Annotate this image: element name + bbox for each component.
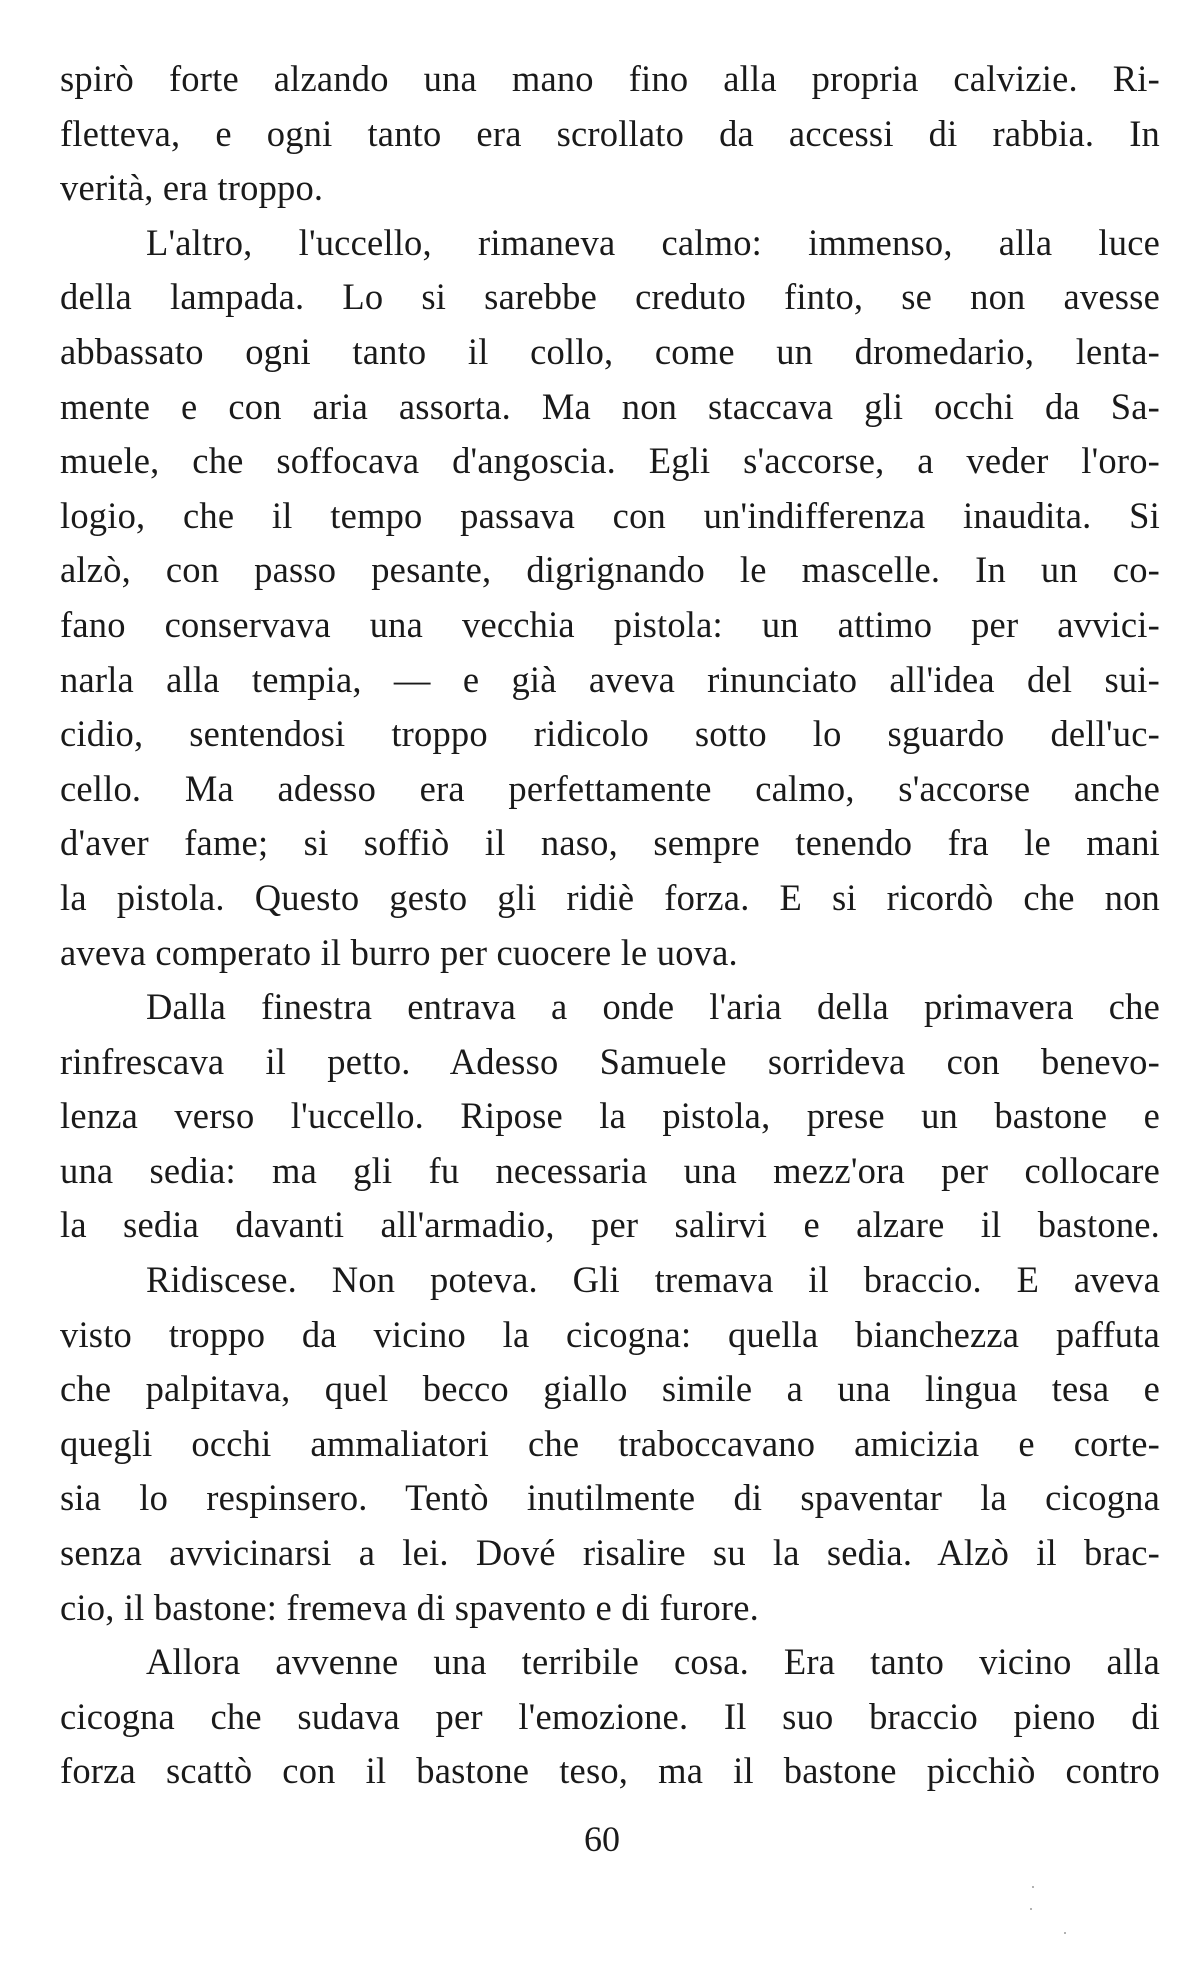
text-line: che palpitava, quel becco giallo simile a una lingua tesa e bbox=[60, 1368, 1160, 1410]
paragraph-start-line: Dalla finestra entrava a onde l'aria della primavera che bbox=[146, 986, 1160, 1028]
text-line: lenza verso l'uccello. Ripose la pistola, prese un bastone e bbox=[60, 1095, 1160, 1137]
text-line: cicogna che sudava per l'emozione. Il suo braccio pieno di bbox=[60, 1695, 1160, 1737]
text-line: la pistola. Questo gesto gli ridiè forza. E si ricordò che non bbox=[60, 876, 1160, 918]
text-line: rinfrescava il petto. Adesso Samuele sorrideva con benevo- bbox=[60, 1040, 1160, 1082]
text-line: narla alla tempia, — e già aveva rinunciato all'idea del sui- bbox=[60, 658, 1160, 700]
body-text bbox=[60, 52, 1160, 1799]
text-line: cello. Ma adesso era perfettamente calmo, s'accorse anche bbox=[60, 767, 1160, 809]
text-line: spirò forte alzando una mano fino alla propria calvizie. Ri- bbox=[60, 58, 1160, 99]
scan-speck bbox=[1064, 1932, 1066, 1934]
text-line: cio, il bastone: fremeva di spavento e di furore. bbox=[60, 1586, 760, 1628]
text-line: visto troppo da vicino la cicogna: quella bianchezza paffuta bbox=[60, 1313, 1160, 1355]
text-line: d'aver fame; si soffiò il naso, sempre tenendo fra le mani bbox=[60, 822, 1160, 864]
text-line: quegli occhi ammaliatori che traboccavano amicizia e corte- bbox=[60, 1422, 1160, 1464]
text-line: fano conservava una vecchia pistola: un attimo per avvici- bbox=[60, 603, 1160, 645]
paragraph-start-line: Allora avvenne una terribile cosa. Era tanto vicino alla bbox=[146, 1641, 1160, 1683]
text-line: senza avvicinarsi a lei. Dové risalire su la sedia. Alzò il brac- bbox=[60, 1532, 1160, 1574]
text-line: alzò, con passo pesante, digrignando le mascelle. In un co- bbox=[60, 549, 1160, 591]
page-number: 60 bbox=[584, 1819, 620, 1859]
text-line: sia lo respinsero. Tentò inutilmente di spaventar la cicogna bbox=[60, 1477, 1160, 1519]
text-line: muele, che soffocava d'angoscia. Egli s'accorse, a veder l'oro- bbox=[60, 440, 1160, 482]
paragraph-start-line: Ridiscese. Non poteva. Gli tremava il braccio. E aveva bbox=[146, 1259, 1160, 1301]
text-line: fletteva, e ogni tanto era scrollato da accessi di rabbia. In bbox=[60, 112, 1160, 154]
scan-speck bbox=[1030, 1908, 1032, 1910]
text-line: abbassato ogni tanto il collo, come un dromedario, lenta- bbox=[60, 330, 1160, 372]
text-line: verità, era troppo. bbox=[60, 167, 324, 209]
text-line: della lampada. Lo si sarebbe creduto finto, se non avesse bbox=[60, 276, 1160, 318]
text-line: forza scattò con il bastone teso, ma il bastone picchiò contro bbox=[60, 1750, 1160, 1792]
scan-speck bbox=[1032, 1886, 1034, 1888]
text-line: una sedia: ma gli fu necessaria una mezz'ora per collocare bbox=[60, 1149, 1160, 1191]
text-line: aveva comperato il burro per cuocere le uova. bbox=[60, 931, 738, 973]
text-line: cidio, sentendosi troppo ridicolo sotto lo sguardo dell'uc- bbox=[60, 713, 1160, 755]
text-line: logio, che il tempo passava con un'indifferenza inaudita. Si bbox=[60, 494, 1160, 536]
paragraph-start-line: L'altro, l'uccello, rimaneva calmo: immenso, alla luce bbox=[146, 221, 1160, 263]
text-line: mente e con aria assorta. Ma non staccava gli occhi da Sa- bbox=[60, 385, 1160, 427]
text-line: la sedia davanti all'armadio, per salirvi e alzare il bastone. bbox=[60, 1204, 1160, 1246]
